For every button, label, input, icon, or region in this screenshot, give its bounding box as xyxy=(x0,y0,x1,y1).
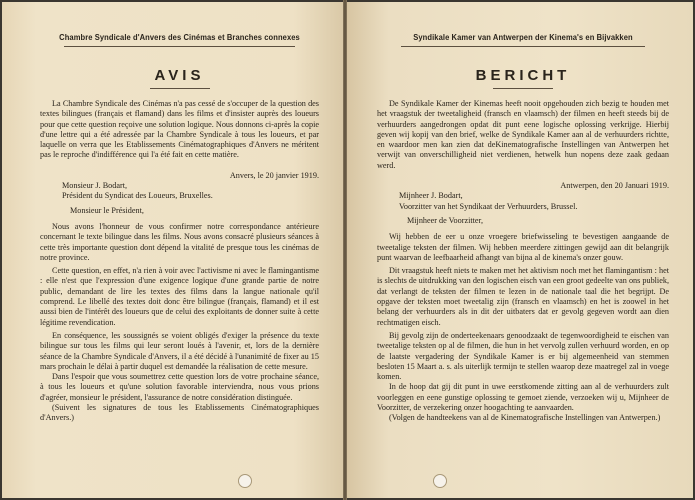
right-paragraph-5: (Volgen de handteekens van al de Kinematografische Instellingen van Antwerpen.) xyxy=(389,413,661,423)
left-date: Anvers, le 20 janvier 1919. xyxy=(229,170,319,180)
right-date: Antwerpen, den 20 Januari 1919. xyxy=(560,181,669,191)
left-title-rule xyxy=(150,88,210,89)
left-punch-hole xyxy=(238,474,252,488)
right-header: Syndikale Kamer van Antwerpen der Kinema's en Bijvakken xyxy=(413,32,633,42)
left-addressee-name: Monsieur J. Bodart, xyxy=(62,181,128,191)
right-paragraph-4: In de hoop dat gij dit punt in uwe eerstkomende zitting aan al de verhuurders zult voorleggen en eene gunstige oplossing te gemoet ziende, verzoeken wij u, Mijnheer de Voorzitter, de verzekering onzer hoogachting te aanvaarden. xyxy=(377,382,669,413)
left-paragraph-4: Dans l'espoir que vous soumettrez cette question lors de votre prochaine séance, à tous les loueurs et qu'une solution favorable interviendra, nous vous prions d'agréer, monsieur le président, l'assurance de notre considération distinguée. xyxy=(40,372,319,402)
right-paragraph-3: Bij gevolg zijn de onderteekenaars genoodzaakt de tegenwoordigheid te eischen van tweetalige teksten op al de filmen, die hun in het vervolg zullen verhuurd worden, en op de laatste vergadering der Syndikale Kamer is er bij algemeenheid van stemmen besloten 15 Maart a. s. als uiterlijk termijn te stellen waarop deze maatregel zal in voege komen. xyxy=(377,330,669,382)
left-paragraph-2: Cette question, en effet, n'a rien à voir avec l'activisme ni avec le flamingantisme : elle n'est que l'expression d'une exigence logique d'une grande partie de notre public, demandant de lire les textes des films dans la langue nationale qu'il comprend. Le libellé des textes doit donc être bilingue (français, flamand) et il est aussi bien de l'intérêt des loueurs que de celui des exploitants de donner suite à cette légitime revendication. xyxy=(40,266,319,327)
left-intro: La Chambre Syndicale des Cinémas n'a pas cessé de s'occuper de la question des textes bilingues (français et flamand) dans les films et d'insister auprès des loueurs pour que cette question reçoive une solution logique. Nous donnons ci-après la copie d'une lettre qui a été adressée par la Chambre Syndicale à tous les loueurs, et par laquelle on verra que les Etablissements Cinématographiques d'Anvers ne méritent pas le reproche d'indifférence qui l'a été fait en cette matière. xyxy=(40,99,319,160)
right-addressee-title: Voorzitter van het Syndikaat der Verhuurders, Brussel. xyxy=(399,201,578,211)
right-header-rule xyxy=(401,46,645,47)
left-header-rule xyxy=(64,46,295,47)
right-paragraph-1: Wij hebben de eer u onze vroegere briefwisseling te bevestigen aangaande de tweetalige teksten der filmen. Wij hebben meerdere zittingen gewijd aan dit belangrijk punt waarvan de leefbaarheid afhangt van bijna al de kinema's onzer gouw. xyxy=(377,232,669,262)
left-paragraph-1: Nous avons l'honneur de vous confirmer notre correspondance antérieure concernant le texte bilingue dans les films. Nous avons consacré plusieurs séances à cette très importante question dont dépend la vitalité de presque tous les cinémas de notre province. xyxy=(40,221,319,262)
left-paragraph-3: En conséquence, les soussignés se voient obligés d'exiger la présence du texte bilingue sur tous les films qui leur seront loués à l'avenir, et, lors de la dernière séance de la Chambre Syndicale d'Anvers, il a été décidé à l'unanimité de fixer au 15 mars prochain le délai à partir duquel est demandée la réalisation de cette mesure. xyxy=(40,330,319,371)
right-title: BERICHT xyxy=(475,67,571,84)
left-addressee-title: Président du Syndicat des Loueurs, Bruxelles. xyxy=(62,191,213,201)
right-paragraph-2: Dit vraagstuk heeft niets te maken met het aktivism noch met het flamingantism : het is slechts de uitdrukking van den logischen eisch van een groot gedeelte van ons publiek, dat verlangt de teksten der filmen te lezen in de nationale taal die het begrijpt. De opgave der teksten moet tweetalig zijn (fransch en vlaamsch) en het is zoowel in het belang der verhuurders als in dit der uitbaters dat er gevolg gegeven wordt aan dien rechtmatigen eisch. xyxy=(377,266,669,327)
left-page xyxy=(2,2,345,498)
right-punch-hole xyxy=(433,474,447,488)
right-title-rule xyxy=(493,88,553,89)
right-salutation: Mijnheer de Voorzitter, xyxy=(407,215,483,225)
left-title: AVIS xyxy=(154,67,205,84)
left-paragraph-5: (Suivent les signatures de tous les Etablissements Cinématographiques d'Anvers.) xyxy=(40,403,319,423)
right-intro: De Syndikale Kamer der Kinemas heeft nooit opgehouden zich bezig te houden met het vraagstuk der tweetaligheid (fransch en vlaamsch) der filmen en heeft steeds bij de verhuurders aangedrongen opdat dit punt eene logische oplossing verkrijge. Hierbij geven wij kopij van den brief, welke de Syndikale Kamer aan al de verhuurders richtte, en waardoor men kan zien dat deKinematografische Instellingen van Antwerpen het verwijt van onverschilligheid niet verdienen, hetwelk hun nopens deze zaak gedaan werd. xyxy=(377,99,669,170)
right-page xyxy=(347,2,693,498)
right-addressee-name: Mijnheer J. Bodart, xyxy=(399,191,463,201)
left-salutation: Monsieur le Président, xyxy=(70,205,144,215)
left-header: Chambre Syndicale d'Anvers des Cinémas et Branches connexes xyxy=(59,32,300,42)
